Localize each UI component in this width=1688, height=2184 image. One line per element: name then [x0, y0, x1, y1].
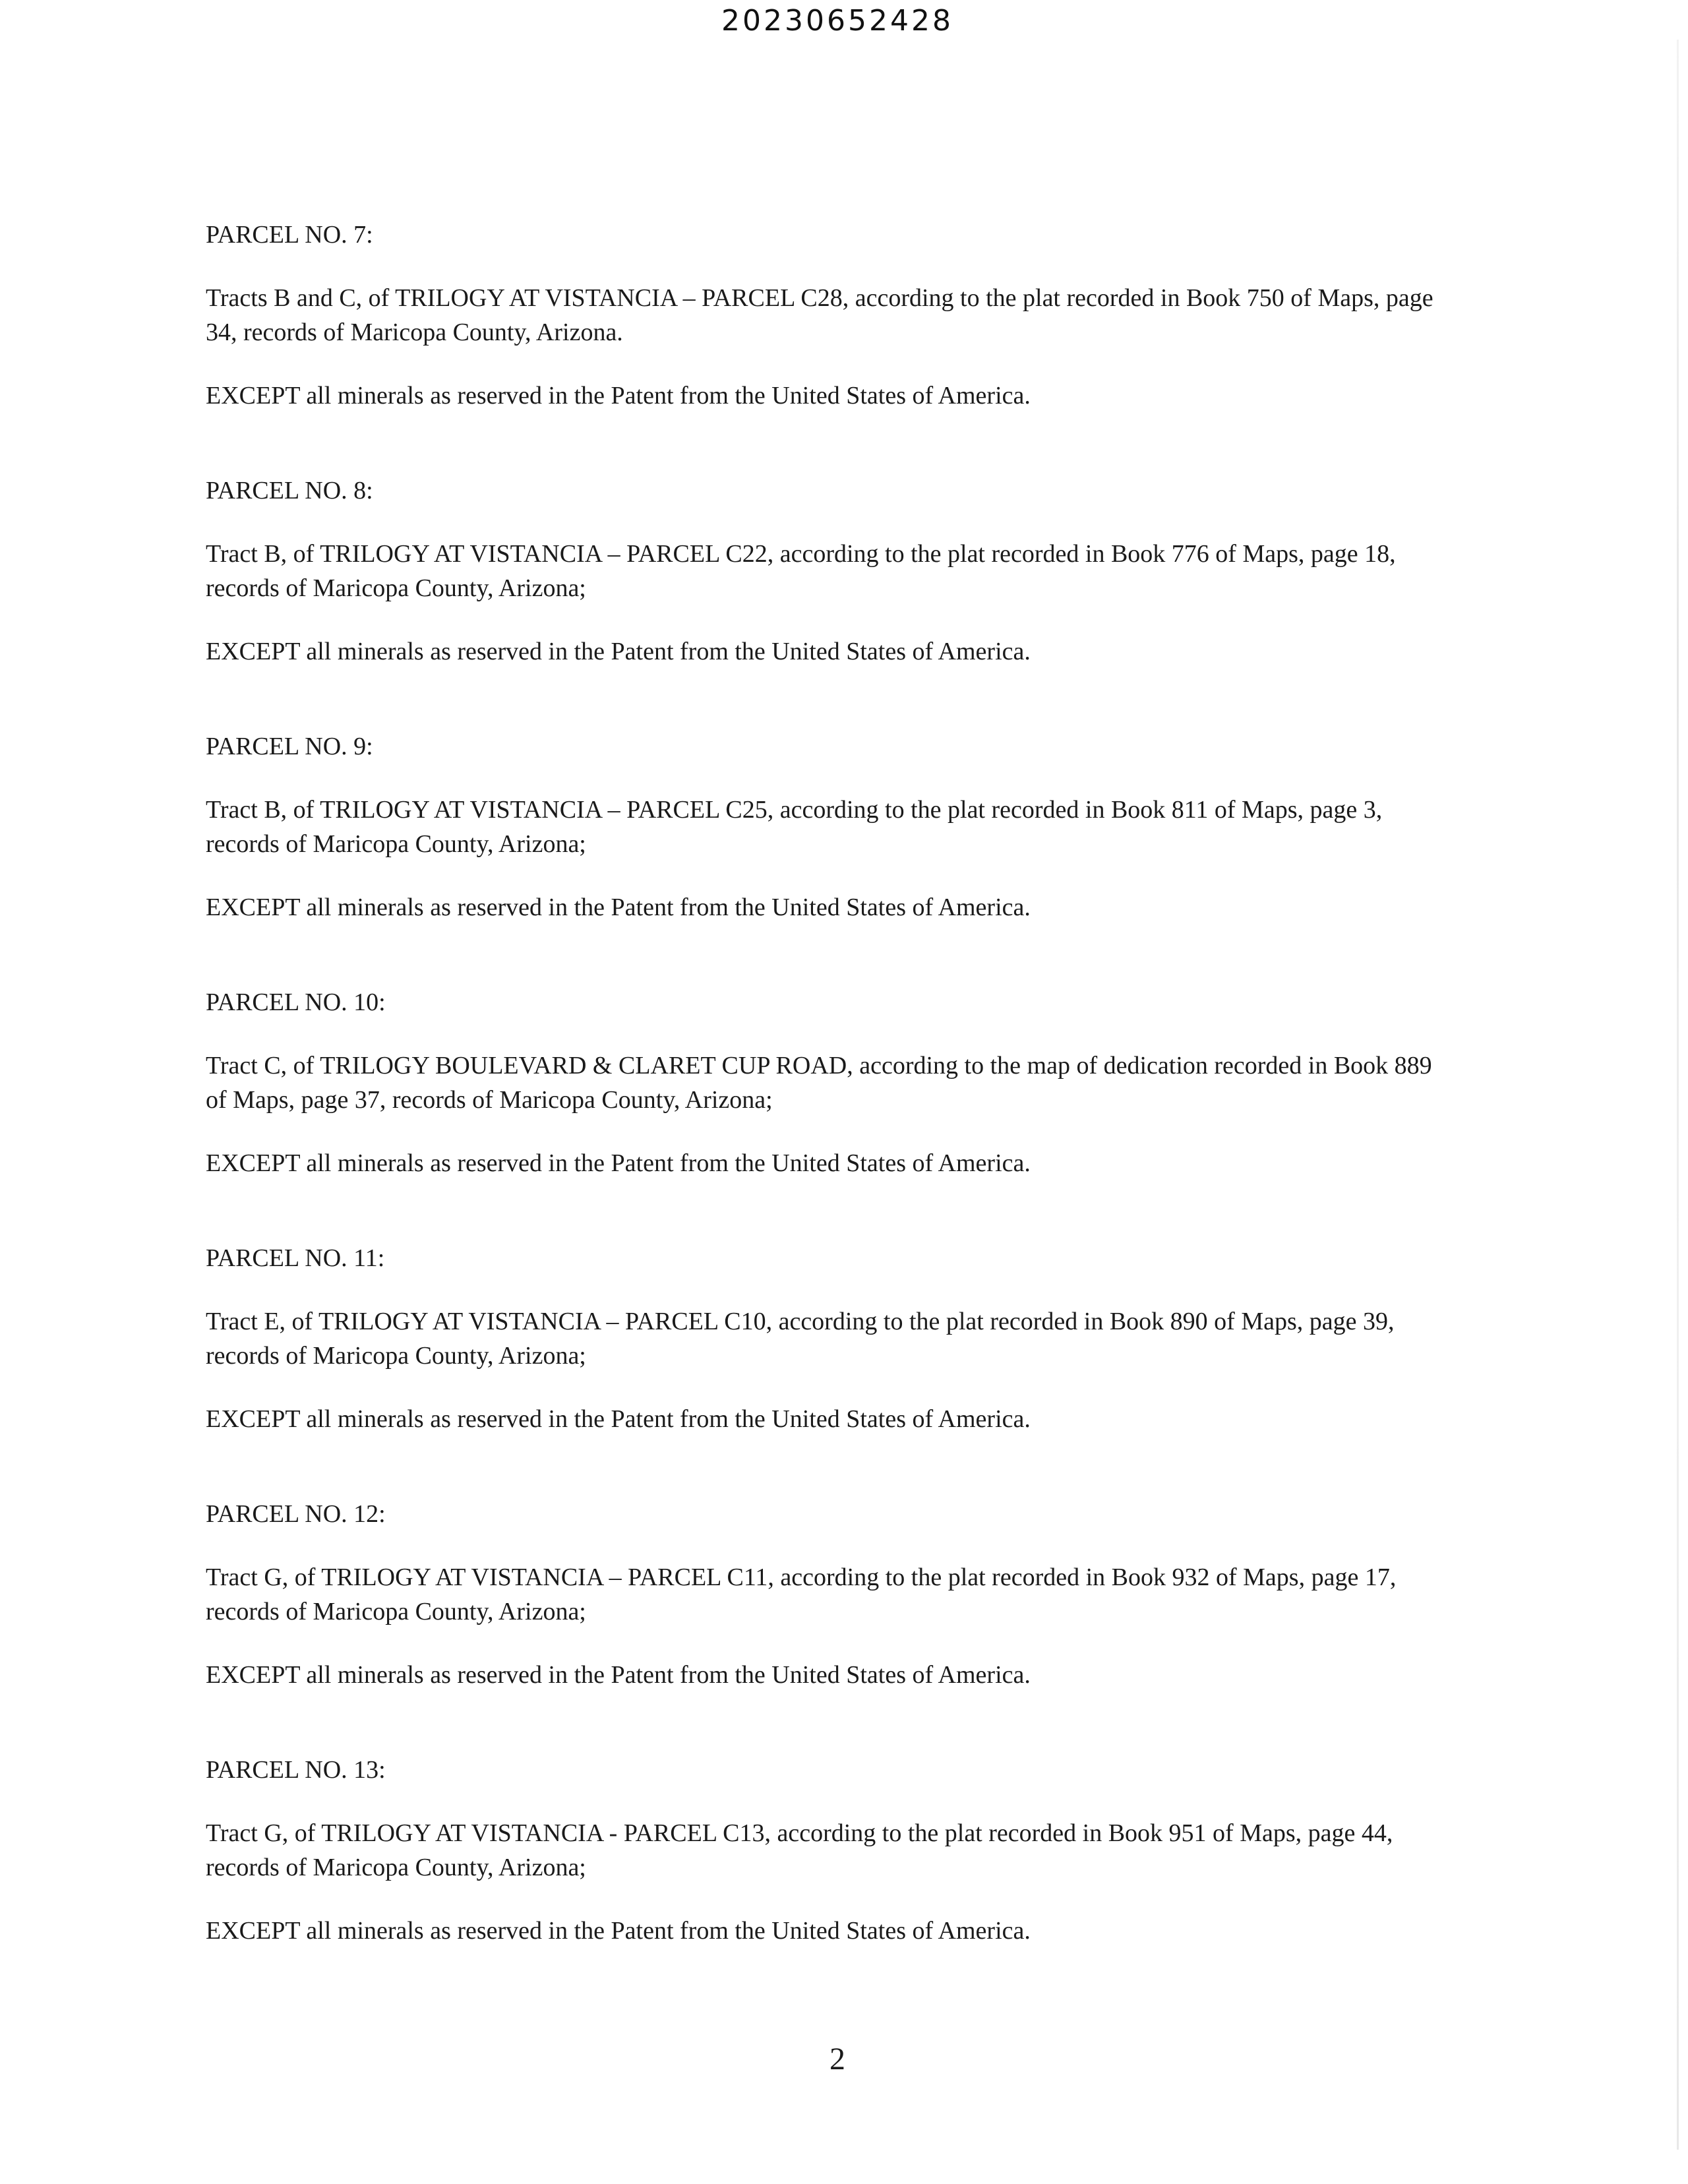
parcel-description: Tract E, of TRILOGY AT VISTANCIA – PARCEL C10, according to the plat recorded in Book 890 of Maps, page 39, records of Maricopa County, Arizona; — [206, 1308, 1395, 1370]
parcel-exception: EXCEPT all minerals as reserved in the Patent from the United States of America. — [206, 1149, 1031, 1177]
parcel-7 — [206, 218, 1459, 413]
parcel-heading: PARCEL NO. 8: — [206, 477, 373, 504]
parcel-description: Tract G, of TRILOGY AT VISTANCIA – PARCEL C11, according to the plat recorded in Book 932 of Maps, page 17, records of Maricopa County, Arizona; — [206, 1563, 1397, 1625]
parcel-description: Tract C, of TRILOGY BOULEVARD & CLARET CUP ROAD, according to the map of dedication recorded in Book 889 of Maps, page 37, records of Maricopa County, Arizona; — [206, 1052, 1432, 1114]
parcel-description: Tract G, of TRILOGY AT VISTANCIA - PARCEL C13, according to the plat recorded in Book 951 of Maps, page 44, records of Maricopa County, Arizona; — [206, 1819, 1393, 1881]
parcel-heading: PARCEL NO. 9: — [206, 733, 373, 760]
parcel-description: Tract B, of TRILOGY AT VISTANCIA – PARCEL C22, according to the plat recorded in Book 776 of Maps, page 18, records of Maricopa County, Arizona; — [206, 540, 1396, 602]
parcel-exception: EXCEPT all minerals as reserved in the Patent from the United States of America. — [206, 1917, 1031, 1945]
parcel-heading: PARCEL NO. 10: — [206, 988, 386, 1016]
parcel-10 — [206, 985, 1459, 1180]
parcel-exception: EXCEPT all minerals as reserved in the Patent from the United States of America. — [206, 382, 1031, 410]
document-number: 20230652428 — [721, 4, 953, 38]
parcel-heading: PARCEL NO. 11: — [206, 1244, 385, 1272]
parcel-heading: PARCEL NO. 12: — [206, 1500, 386, 1528]
parcel-exception: EXCEPT all minerals as reserved in the Patent from the United States of America. — [206, 1661, 1031, 1689]
page-number: 2 — [829, 2042, 845, 2077]
parcel-11 — [206, 1241, 1459, 1436]
parcel-12 — [206, 1497, 1459, 1692]
parcel-8 — [206, 473, 1459, 669]
parcel-exception: EXCEPT all minerals as reserved in the Patent from the United States of America. — [206, 1405, 1031, 1433]
parcel-13 — [206, 1753, 1459, 1948]
parcel-heading: PARCEL NO. 7: — [206, 221, 373, 249]
parcel-9 — [206, 729, 1459, 925]
document-body — [206, 218, 1459, 1948]
parcel-heading: PARCEL NO. 13: — [206, 1756, 386, 1784]
parcel-description: Tracts B and C, of TRILOGY AT VISTANCIA – PARCEL C28, according to the plat recorded in Book 750 of Maps, page 34, records of Maricopa County, Arizona. — [206, 284, 1433, 346]
parcel-exception: EXCEPT all minerals as reserved in the Patent from the United States of America. — [206, 894, 1031, 921]
parcel-exception: EXCEPT all minerals as reserved in the Patent from the United States of America. — [206, 638, 1031, 665]
scan-edge-divider — [1677, 40, 1679, 2150]
parcel-description: Tract B, of TRILOGY AT VISTANCIA – PARCEL C25, according to the plat recorded in Book 811 of Maps, page 3, records of Maricopa County, Arizona; — [206, 796, 1383, 858]
